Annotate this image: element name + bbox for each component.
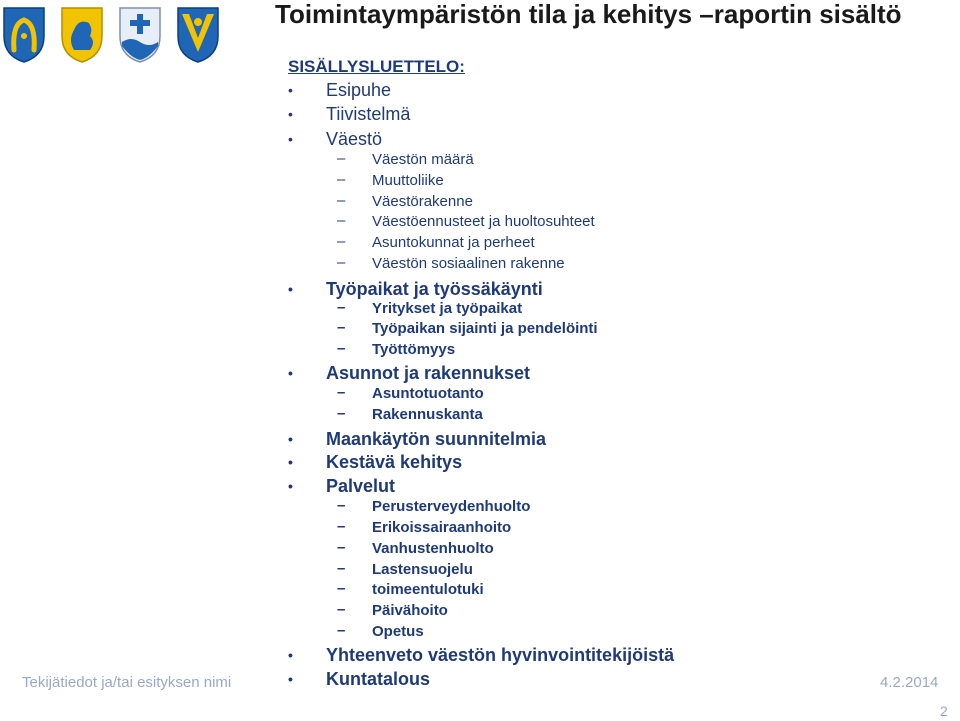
dash-icon: – [337,171,346,188]
toc-item-label: Väestöennusteet ja huoltosuhteet [372,213,595,230]
toc-subitem [337,622,424,642]
toc-heading: SISÄLLYSLUETTELO: [288,57,465,76]
toc-subitem [337,150,474,170]
crest-cross-icon [118,6,162,64]
toc-item [288,102,411,126]
toc-item-label: Opetus [372,623,424,640]
toc-item-label: Työttömyys [372,341,456,358]
toc-item-label: Yhteenveto väestön hyvinvointitekijöistä [326,645,675,665]
toc-subitem [337,384,484,404]
dash-icon: – [337,539,346,556]
dash-icon: – [337,192,346,209]
toc-item [288,450,463,474]
toc-item [288,667,431,691]
toc-subitem [337,601,448,621]
toc-subitem [337,171,444,191]
dash-icon: – [337,497,346,514]
dash-icon: – [337,233,346,250]
bullet-icon: • [288,281,293,297]
bullet-icon: • [288,365,293,381]
dash-icon: – [337,384,346,401]
toc-item-label: Palvelut [326,476,396,496]
dash-icon: – [337,601,346,618]
dash-icon: – [337,580,346,597]
toc-item-label: Väestörakenne [372,193,473,210]
toc-item-label: Lastensuojelu [372,561,473,578]
toc-item-label: Yritykset ja työpaikat [372,300,523,317]
toc-item-label: Väestö [326,129,383,149]
toc-item [288,643,675,667]
footer-author: Tekijätiedot ja/tai esityksen nimi [22,674,232,691]
toc-subitem [337,580,484,600]
toc-item-label: Maankäytön suunnitelmia [326,429,547,449]
toc-item [288,361,531,385]
bullet-icon: • [288,431,293,447]
toc-item [288,78,392,102]
toc-subitem [337,405,483,425]
dash-icon: – [337,340,346,357]
toc-subitem [337,212,595,232]
bullet-icon: • [288,131,293,147]
dash-icon: – [337,299,346,316]
toc-item-label: Työpaikat ja työssäkäynti [326,279,543,299]
crest-horseshoe-icon [2,6,46,64]
toc-subitem [337,254,565,274]
crest-v-icon [176,6,220,64]
toc-subitem [337,539,494,559]
toc-subitem [337,299,523,319]
toc-item-label: Perusterveydenhuolto [372,498,531,515]
dash-icon: – [337,518,346,535]
toc-item-label: Rakennuskanta [372,406,483,423]
toc-item-label: Väestön määrä [372,151,474,168]
toc-item-label: Kuntatalous [326,669,431,689]
toc-item [288,474,396,498]
dash-icon: – [337,622,346,639]
bullet-icon: • [288,106,293,122]
bullet-icon: • [288,478,293,494]
toc-item-label: Asuntotuotanto [372,385,484,402]
toc-item-label: Erikoissairaanhoito [372,519,512,536]
toc-subitem [337,518,512,538]
toc-subitem [337,497,531,517]
toc-item-label: Tiivistelmä [326,104,411,124]
slide-title: Toimintaympäristön tila ja kehitys –raportin sisältö [275,0,902,29]
dash-icon: – [337,405,346,422]
toc-item-label: Asunnot ja rakennukset [326,363,531,383]
page-number: 2 [940,703,948,719]
toc-item-label: Väestön sosiaalinen rakenne [372,255,565,272]
crest-squirrel-icon [60,6,104,64]
bullet-icon: • [288,671,293,687]
toc-subitem [337,319,598,339]
bullet-icon: • [288,454,293,470]
toc-subitem [337,192,473,212]
bullet-icon: • [288,82,293,98]
footer-date: 4.2.2014 [880,674,939,691]
dash-icon: – [337,150,346,167]
dash-icon: – [337,212,346,229]
toc-item [288,427,547,451]
toc-item-label: Työpaikan sijainti ja pendelöinti [372,320,598,337]
toc-subitem [337,233,535,253]
toc-item-label: Vanhustenhuolto [372,540,494,557]
toc-item-label: Esipuhe [326,80,392,100]
toc-item-label: Päivähoito [372,602,448,619]
dash-icon: – [337,319,346,336]
toc-subitem [337,340,456,360]
bullet-icon: • [288,647,293,663]
toc-item-label: toimeentulotuki [372,581,484,598]
toc-subitem [337,560,473,580]
toc-item-label: Asuntokunnat ja perheet [372,234,535,251]
dash-icon: – [337,254,346,271]
toc-item [288,277,543,301]
toc-item-label: Kestävä kehitys [326,452,463,472]
toc-item-label: Muuttoliike [372,172,444,189]
toc-item [288,127,383,151]
dash-icon: – [337,560,346,577]
